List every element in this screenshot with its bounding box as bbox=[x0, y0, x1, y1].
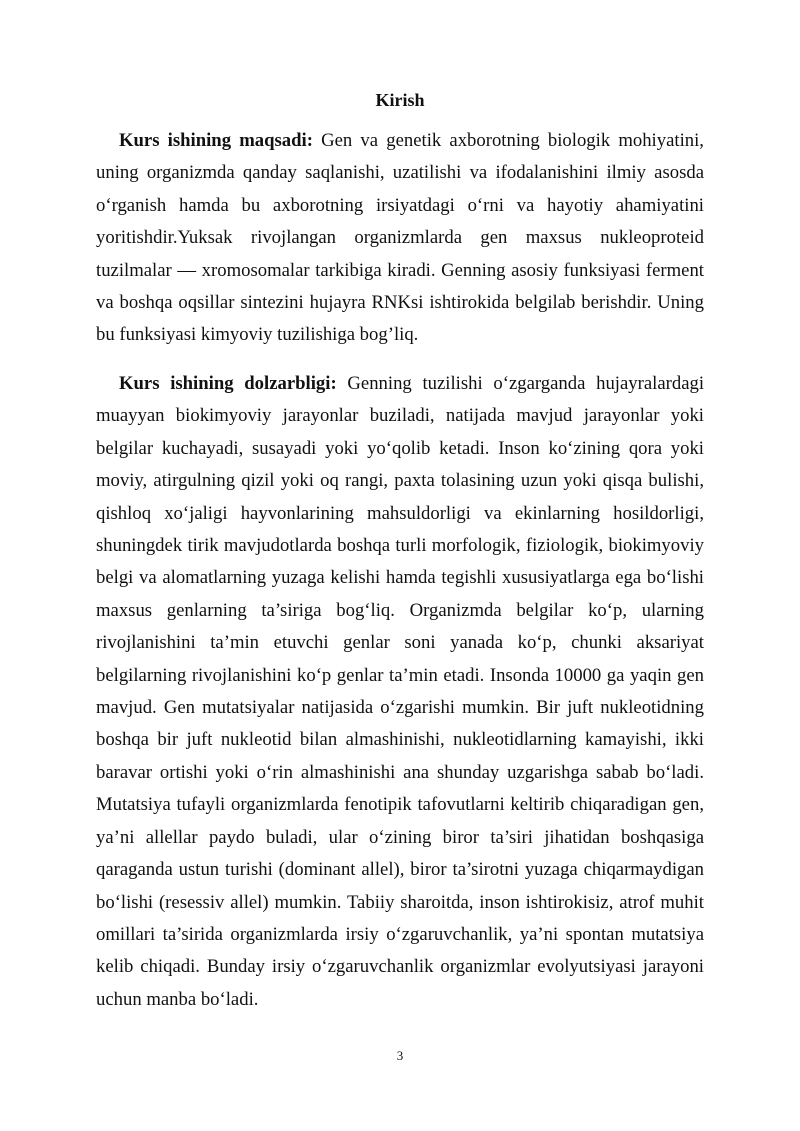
paragraph-goal bbox=[96, 125, 704, 352]
paragraph-goal-lead: Kurs ishining maqsadi: bbox=[119, 130, 313, 151]
paragraph-goal-text: Gen va genetik axborotning biologik mohiyatini, uning organizmda qanday saqlanishi, uzatilishi va ifodalanishini ilmiy asosda o‘rganish hamda bu axborotning irsiyatdagi o‘rni va hayotiy ahamiyatini yoritishdir.Yuksak rivojlangan organizmlarda gen maxsus nukleoproteid tuzilmalar — xromosomalar tarkibiga kiradi. Genning asosiy funksiyasi ferment va boshqa oqsillar sintezini hujayra RNKsi ishtirokida belgilab berishdir. Uning bu funksiyasi kimyoviy tuzilishiga bog’liq. bbox=[96, 130, 704, 346]
page-title: Kirish bbox=[375, 90, 425, 110]
page-number: 3 bbox=[396, 1048, 404, 1063]
paragraph-relevance-text: Genning tuzilishi o‘zgarganda hujayralardagi muayyan biokimyoviy jarayonlar buziladi, natijada mavjud jarayonlar yoki belgilar kuchayadi, susayadi yoki yo‘qolib ketadi. Inson ko‘zining qora yoki moviy, atirgulning qizil yoki oq rangi, paxta tolasining uzun yoki qisqa bulishi, qishloq xo‘jaligi hayvonlarining mahsuldorligi va ekinlarning hosildorligi, shuningdek tirik mavjudotlarda boshqa turli morfologik, fiziologik, biokimyoviy belgi va alomatlarning yuzaga kelishi hamda tegishli xususiyatlarga ega bo‘lishi maxsus genlarning ta’siriga bog‘liq. Organizmda belgilar ko‘p, ularning rivojlanishini ta’min etuvchi genlar soni yanada ko‘p, chunki aksariyat belgilarning rivojlanishini ko‘p genlar ta’min etadi. Insonda 10000 ga yaqin gen mavjud. Gen mutatsiyalar natijasida o‘zgarishi mumkin. Bir juft nukleotidning boshqa bir juft nukleotid bilan almashinishi, nukleotidlarning kamayishi, ikki baravar ortishi yoki o‘rin almashinishi ana shunday uzgarishga sabab bo‘ladi. Mutatsiya tufayli organizmlarda fenotipik tafovutlarni keltirib chiqaradigan gen, ya’ni allellar paydo buladi, ular o‘zining biror ta’siri jihatidan boshqasiga qaraganda ustun turishi (dominant allel), biror ta’sirotni yuzaga chiqarmaydigan bo‘lishi (resessiv allel) mumkin. Tabiiy sharoitda, inson ishtirokisiz, atrof muhit omillari ta’sirida organizmlarda irsiy o‘zgaruvchanlik, ya’ni spontan mutatsiya kelib chiqadi. Bunday irsiy o‘zgaruvchanlik organizmlar evolyutsiyasi jarayoni uchun manba bo‘ladi. bbox=[96, 373, 705, 1010]
paragraph-relevance-lead: Kurs ishining dolzarbligi: bbox=[119, 373, 337, 394]
paragraph-relevance bbox=[96, 368, 704, 1016]
